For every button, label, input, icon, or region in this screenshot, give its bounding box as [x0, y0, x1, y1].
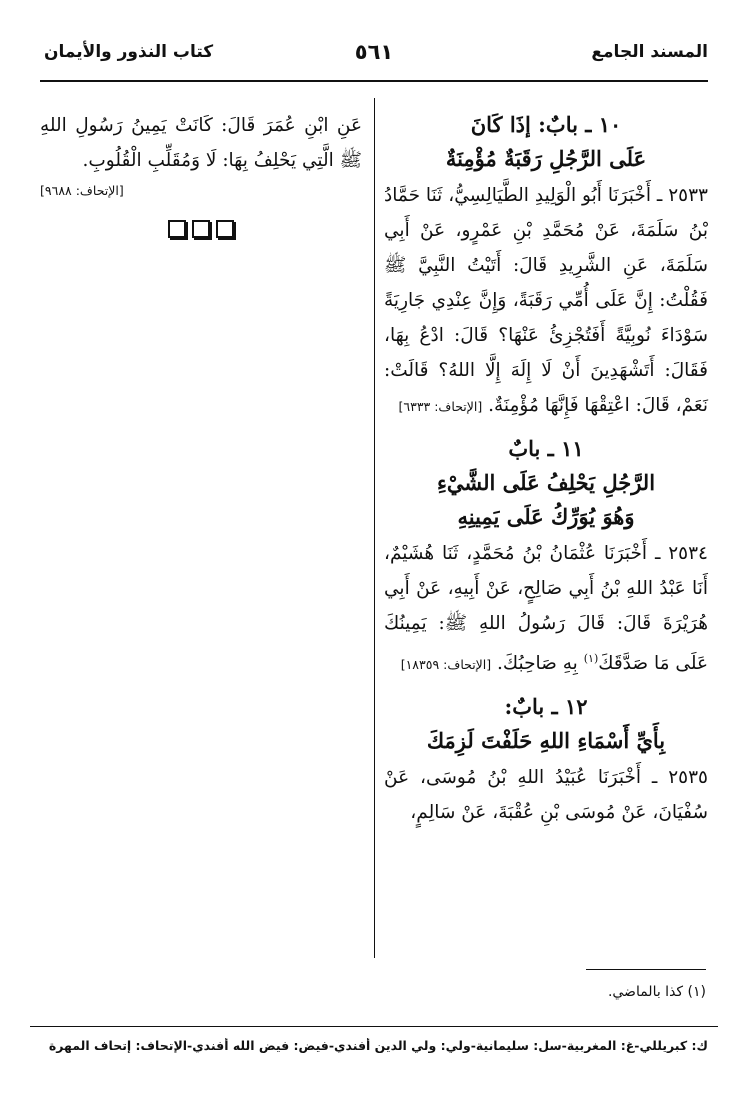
hadith-2533: [384, 178, 708, 424]
bab-11-title-line2: الرَّجُلِ يَحْلِفُ عَلَى الشَّيْءِ: [436, 470, 656, 495]
section-bab-10: [384, 108, 708, 424]
hadith-2534-end: بِهِ صَاحِبُكَ.: [497, 653, 578, 675]
footnote-marker: (١): [583, 652, 599, 665]
end-box-icon: [168, 220, 186, 238]
hadith-2535-continuation: عَنِ ابْنِ عُمَرَ قَالَ: كَانَتْ يَمِينُ رَسُولِ اللهِ ﷺ الَّتِي يَحْلِفُ بِهَا: لَا وَمُقَلِّبِ الْقُلُوبِ.: [40, 115, 362, 171]
header-chapter-title: كتاب النذور والأيمان: [44, 42, 214, 62]
footnote-rule: [586, 969, 706, 970]
bab-11-title-line3: وَهُوَ يُوَرِّكُ عَلَى يَمِينِهِ: [457, 504, 635, 529]
header-rule: [40, 80, 708, 82]
column-divider: [374, 98, 375, 958]
hadith-2535-ref: [الإتحاف: ٩٦٨٨]: [40, 183, 124, 198]
end-box-icon: [192, 220, 210, 238]
section-bab-12: [384, 690, 708, 830]
left-column: [40, 108, 362, 242]
hadith-2535: ٢٥٣٥ ـ أَخْبَرَنَا عُبَيْدُ اللهِ بْنُ مُوسَى، عَنْ سُفْيَانَ، عَنْ مُوسَى بْنِ عُقْبَةَ، عَنْ سَالِمٍ،: [384, 767, 708, 824]
manuscript-legend: ك: كبريللي-غ: المغربية-سل: سليمانية-ولي: ولي الدين أفندي-فيض: فيض الله أفندي-الإتحاف: إتحاف المهرة: [48, 1038, 708, 1053]
hadith-2534: [384, 536, 708, 682]
page-number: ٥٦١: [354, 40, 394, 64]
end-box-icon: [216, 220, 234, 238]
hadith-2534-text: ٢٥٣٤ ـ أَخْبَرَنَا عُثْمَانُ بْنُ مُحَمَّدٍ، ثَنَا هُشَيْمٌ، أَنَا عَبْدُ اللهِ بْنُ أَبِي صَالِحٍ، عَنْ أَبِيهِ، عَنْ أَبِي هُرَيْرَةَ قَالَ: قَالَ رَسُولُ اللهِ ﷺ: يَمِينُكَ عَلَى مَا صَدَّقَكَ: [384, 543, 708, 675]
bab-12-title-line2: بِأَيِّ أَسْمَاءِ اللهِ حَلَفْتَ لَزِمَكَ: [426, 728, 666, 754]
section-end-marker: [40, 220, 362, 242]
right-column: [384, 108, 708, 836]
header-book-title: المسند الجامع: [591, 42, 708, 62]
hadith-2533-ref: [الإتحاف: ٦٣٣٣]: [398, 399, 483, 414]
bab-10-title-line2: عَلَى الرَّجُلِ رَقَبَةٌ مُؤْمِنَةٌ: [445, 146, 647, 171]
bab-12-title-line1: ١٢ ـ بابٌ:: [504, 694, 588, 720]
hadith-2534-ref: [الإتحاف: ١٨٣٥٩]: [400, 657, 492, 673]
bab-10-title-line1: ١٠ ـ بابٌ: إذَا كَانَ: [470, 112, 622, 137]
bab-11-title-line1: ١١ ـ بابٌ: [508, 436, 584, 461]
legend-rule: [30, 1026, 718, 1027]
footnote: (١) كذا بالماضي.: [607, 984, 706, 1000]
section-bab-11: [384, 432, 708, 682]
hadith-2533-text: ٢٥٣٣ ـ أَخْبَرَنَا أَبُو الْوَلِيدِ الطَّيَالِسِيُّ، ثَنَا حَمَّادُ بْنُ سَلَمَةَ، عَنْ مُحَمَّدِ بْنِ عَمْرٍو، عَنْ أَبِي سَلَمَةَ، عَنِ الشَّرِيدِ قَالَ: أَتَيْتُ النَّبِيَّ ﷺ فَقُلْتُ: إِنَّ عَلَى أُمِّي رَقَبَةً، وَإِنَّ عِنْدِي جَارِيَةً سَوْدَاءَ نُوبِيَّةً أَفَتُجْزِئُ عَنْهَا؟ قَالَ: ادْعُ بِهَا، فَقَالَ: أَتَشْهَدِينَ أَنْ لَا إِلَهَ إِلَّا اللهُ؟ قَالَتْ: نَعَمْ، قَالَ: اعْتِقْهَا فَإِنَّهَا مُؤْمِنَةٌ.: [384, 185, 708, 416]
